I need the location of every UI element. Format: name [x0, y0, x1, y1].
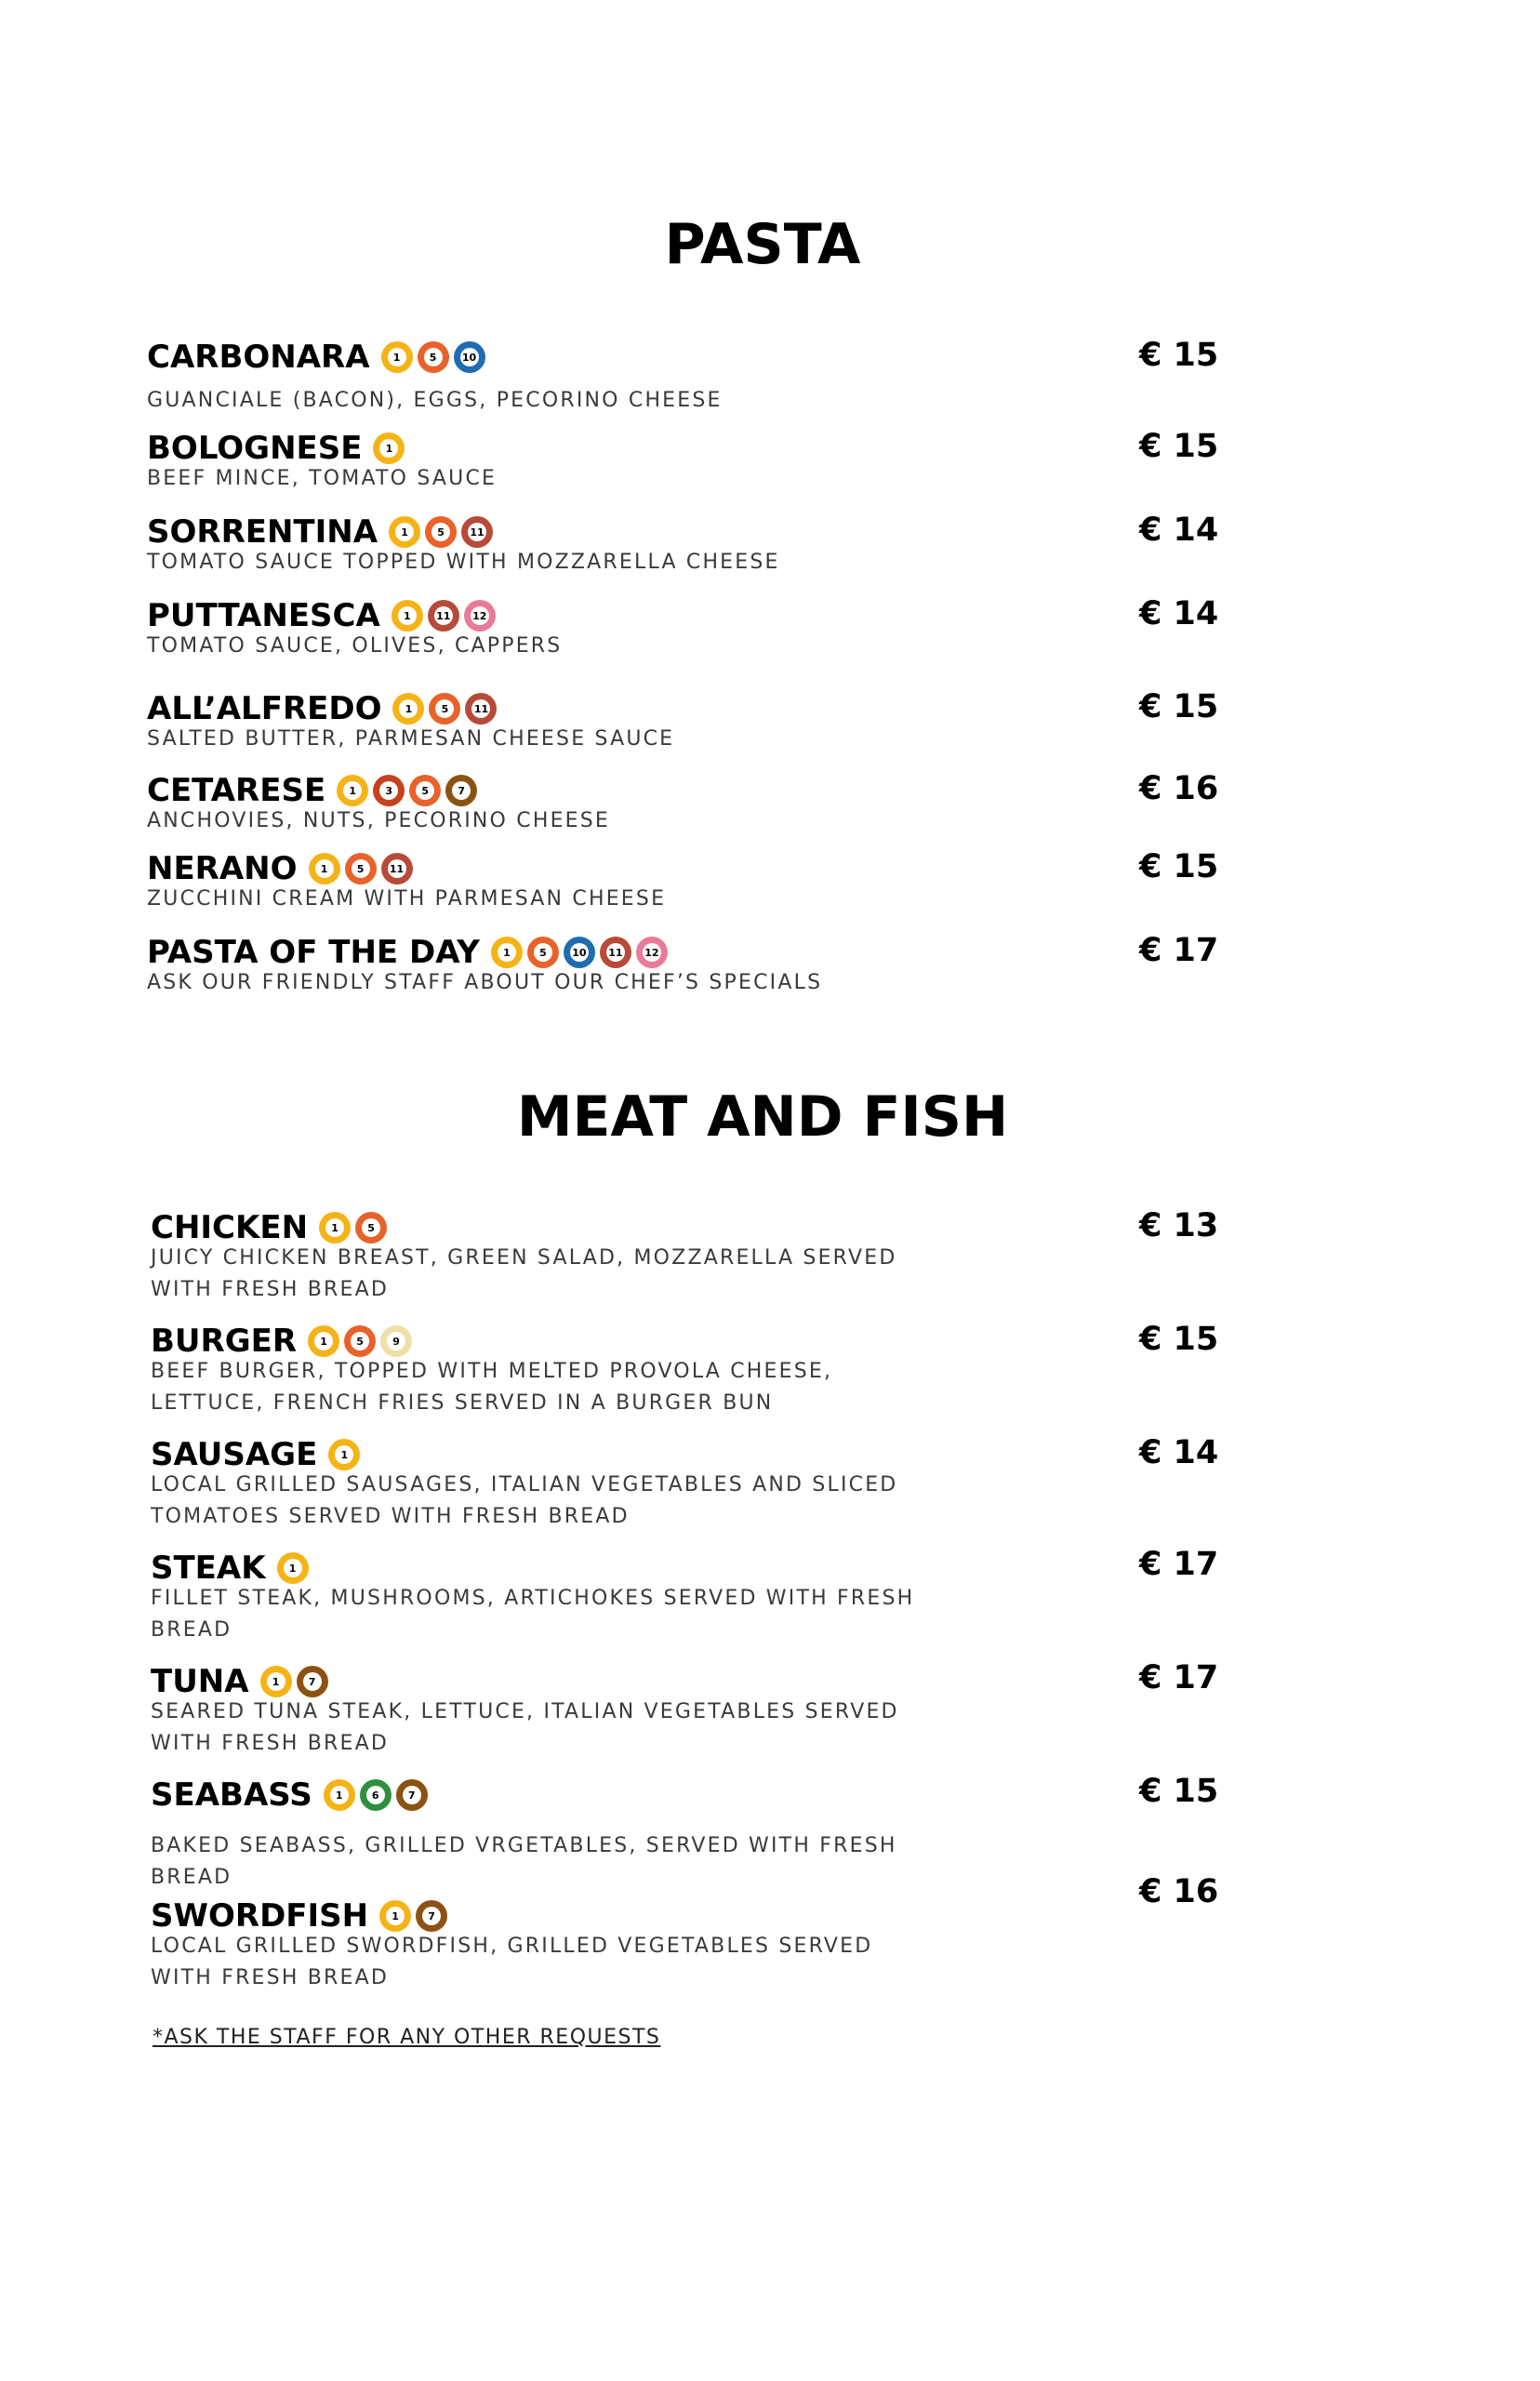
pasta-section-title: PASTA	[664, 212, 861, 277]
allergen-number: 12	[643, 943, 661, 962]
dish-description: ZUCCHINI CREAM WITH PARMESAN CHEESE	[147, 887, 667, 911]
allergen-3-icon	[373, 775, 405, 806]
dish-name: PUTTANESCA	[147, 597, 380, 634]
allergen-badges	[260, 1666, 333, 1697]
allergen-number: 1	[498, 943, 516, 962]
dish-price: € 15	[1139, 428, 1219, 465]
allergen-11-icon	[600, 937, 631, 968]
dish-name: SAUSAGE	[151, 1436, 318, 1473]
dish-price: € 15	[1139, 337, 1219, 374]
dish-price: € 15	[1139, 688, 1219, 725]
footnote: *ASK THE STAFF FOR ANY OTHER REQUESTS	[153, 2026, 661, 2049]
allergen-1-icon	[260, 1666, 292, 1697]
allergen-number: 1	[325, 1218, 344, 1237]
allergen-number: 7	[403, 1786, 421, 1804]
dish-name: CHICKEN	[151, 1209, 309, 1246]
allergen-number: 3	[379, 781, 398, 800]
dish-name: PASTA OF THE DAY	[147, 934, 480, 971]
allergen-number: 11	[388, 859, 406, 878]
allergen-1-icon	[319, 1212, 351, 1244]
allergen-number: 1	[335, 1445, 353, 1464]
dish-description: JUICY CHICKEN BREAST, GREEN SALAD, MOZZARELLA SERVED WITH FRESH BREAD	[151, 1246, 897, 1301]
dish-description: LOCAL GRILLED SWORDFISH, GRILLED VEGETABLES SERVED WITH FRESH BREAD	[151, 1935, 873, 1989]
allergen-1-icon	[324, 1779, 355, 1811]
dish-name: NERANO	[147, 850, 298, 887]
allergen-1-icon	[337, 775, 368, 806]
allergen-12-icon	[464, 600, 496, 632]
dish-price: € 17	[1139, 1546, 1219, 1583]
allergen-badges	[277, 1552, 313, 1584]
allergen-5-icon	[409, 775, 441, 806]
allergen-1-icon	[379, 1900, 411, 1932]
allergen-5-icon	[425, 516, 457, 548]
allergen-11-icon	[428, 600, 459, 632]
allergen-badges	[392, 600, 500, 632]
allergen-number: 5	[431, 523, 450, 541]
allergen-number: 1	[395, 523, 414, 541]
allergen-number: 5	[424, 348, 443, 366]
dish-price: € 14	[1139, 1434, 1219, 1471]
dish-price: € 14	[1139, 595, 1219, 632]
dish-price: € 15	[1139, 1321, 1219, 1358]
allergen-number: 7	[422, 1907, 441, 1925]
allergen-9-icon	[380, 1325, 412, 1357]
dish-name: CARBONARA	[147, 339, 370, 376]
dish-description: ANCHOVIES, NUTS, PECORINO CHEESE	[147, 809, 611, 832]
dish-name: BURGER	[151, 1323, 298, 1360]
allergen-11-icon	[381, 853, 413, 885]
allergen-badges	[337, 775, 482, 806]
allergen-badges	[491, 937, 672, 968]
dish-description: LOCAL GRILLED SAUSAGES, ITALIAN VEGETABLES AND SLICED TOMATOES SERVED WITH FRESH BREAD	[151, 1473, 898, 1528]
allergen-1-icon	[373, 432, 405, 464]
allergen-7-icon	[416, 1900, 447, 1932]
allergen-1-icon	[392, 600, 423, 632]
dish-price: € 17	[1139, 1659, 1219, 1696]
allergen-10-icon	[564, 937, 595, 968]
allergen-5-icon	[429, 693, 460, 725]
allergen-number: 10	[460, 348, 479, 366]
allergen-number: 5	[416, 781, 434, 800]
allergen-number: 1	[330, 1786, 349, 1804]
allergen-7-icon	[445, 775, 477, 806]
dish-description: FILLET STEAK, MUSHROOMS, ARTICHOKES SERVED WITH FRESH BREAD	[151, 1587, 915, 1642]
allergen-number: 11	[471, 699, 490, 718]
dish-name: TUNA	[151, 1663, 249, 1700]
allergen-badges	[389, 516, 498, 548]
allergen-7-icon	[396, 1779, 428, 1811]
dish-description: BEEF MINCE, TOMATO SAUCE	[147, 467, 498, 490]
allergen-5-icon	[344, 1325, 376, 1357]
allergen-7-icon	[297, 1666, 328, 1697]
allergen-5-icon	[345, 853, 377, 885]
dish-name: SORRENTINA	[147, 513, 378, 551]
dish-description: GUANCIALE (BACON), EGGS, PECORINO CHEESE	[147, 389, 723, 412]
allergen-number: 5	[351, 1332, 369, 1350]
dish-description: TOMATO SAUCE TOPPED WITH MOZZARELLA CHEESE	[147, 551, 780, 574]
allergen-5-icon	[418, 341, 449, 373]
allergen-badges	[324, 1779, 432, 1811]
dish-price: € 14	[1139, 512, 1219, 549]
allergen-number: 1	[314, 1332, 333, 1350]
dish-name: ALL’ALFREDO	[147, 690, 382, 727]
allergen-number: 1	[386, 1907, 405, 1925]
meat-fish-section-title: MEAT AND FISH	[516, 1084, 1009, 1150]
allergen-number: 7	[452, 781, 471, 800]
dish-description: SEARED TUNA STEAK, LETTUCE, ITALIAN VEGETABLES SERVED WITH FRESH BREAD	[151, 1700, 899, 1755]
allergen-1-icon	[277, 1552, 309, 1584]
dish-price: € 15	[1139, 1773, 1219, 1810]
dish-description: SALTED BUTTER, PARMESAN CHEESE SAUCE	[147, 727, 675, 751]
allergen-number: 1	[399, 699, 418, 718]
dish-price: € 15	[1139, 848, 1219, 885]
allergen-number: 5	[435, 699, 454, 718]
dish-name: SEABASS	[151, 1776, 312, 1814]
allergen-number: 11	[434, 606, 453, 625]
dish-name: SWORDFISH	[151, 1897, 369, 1935]
allergen-number: 7	[303, 1672, 322, 1691]
dish-description: BEEF BURGER, TOPPED WITH MELTED PROVOLA CHEESE, LETTUCE, FRENCH FRIES SERVED IN A BURGER BUN	[151, 1360, 833, 1415]
allergen-badges	[309, 853, 418, 885]
allergen-5-icon	[355, 1212, 387, 1244]
dish-description: ASK OUR FRIENDLY STAFF ABOUT OUR CHEF’S SPECIALS	[147, 971, 823, 994]
allergen-number: 1	[267, 1672, 285, 1691]
allergen-number: 11	[468, 523, 486, 541]
allergen-badges	[392, 693, 501, 725]
dish-price: € 17	[1139, 932, 1219, 969]
dish-description: BAKED SEABASS, GRILLED VRGETABLES, SERVED WITH FRESH BREAD	[151, 1834, 897, 1889]
allergen-number: 5	[352, 859, 370, 878]
allergen-number: 5	[534, 943, 552, 962]
allergen-12-icon	[636, 937, 668, 968]
allergen-number: 1	[343, 781, 362, 800]
dish-name: CETARESE	[147, 772, 326, 809]
dish-price: € 16	[1139, 1873, 1219, 1910]
allergen-1-icon	[392, 693, 424, 725]
allergen-number: 1	[388, 348, 406, 366]
dish-price: € 13	[1139, 1207, 1219, 1244]
allergen-number: 5	[362, 1218, 380, 1237]
allergen-badges	[319, 1212, 392, 1244]
allergen-1-icon	[328, 1439, 360, 1470]
allergen-number: 1	[398, 606, 417, 625]
allergen-number: 10	[570, 943, 589, 962]
allergen-1-icon	[308, 1325, 339, 1357]
allergen-badges	[328, 1439, 365, 1470]
allergen-6-icon	[360, 1779, 392, 1811]
allergen-number: 6	[366, 1786, 385, 1804]
allergen-number: 12	[471, 606, 489, 625]
dish-price: € 16	[1139, 770, 1219, 807]
allergen-11-icon	[461, 516, 493, 548]
allergen-1-icon	[381, 341, 413, 373]
allergen-1-icon	[491, 937, 523, 968]
allergen-1-icon	[309, 853, 340, 885]
allergen-number: 1	[284, 1559, 302, 1577]
allergen-badges	[381, 341, 490, 373]
allergen-badges	[373, 432, 409, 464]
allergen-number: 11	[606, 943, 625, 962]
allergen-1-icon	[389, 516, 420, 548]
allergen-11-icon	[465, 693, 497, 725]
allergen-number: 1	[379, 439, 398, 458]
allergen-number: 9	[387, 1332, 405, 1350]
dish-description: TOMATO SAUCE, OLIVES, CAPPERS	[147, 634, 563, 658]
allergen-number: 1	[315, 859, 334, 878]
allergen-badges	[379, 1900, 452, 1932]
dish-name: STEAK	[151, 1550, 266, 1587]
allergen-5-icon	[527, 937, 559, 968]
dish-name: BOLOGNESE	[147, 430, 363, 467]
allergen-badges	[308, 1325, 417, 1357]
allergen-10-icon	[454, 341, 485, 373]
